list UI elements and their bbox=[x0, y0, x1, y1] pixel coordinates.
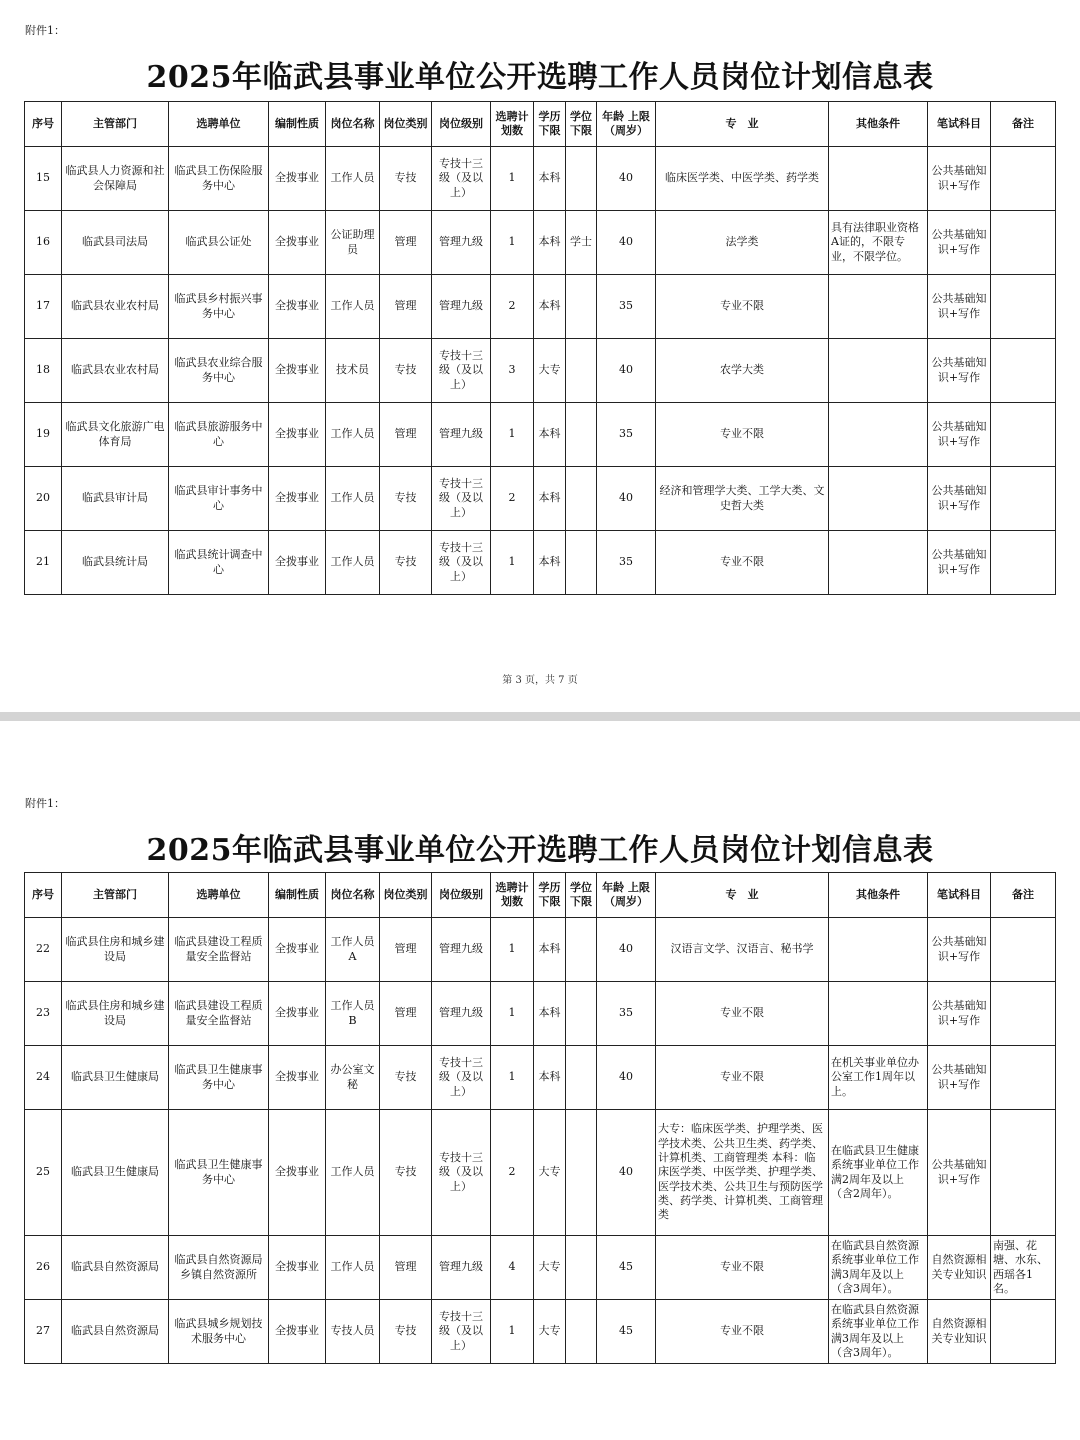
table-header bbox=[25, 102, 1056, 147]
cell-exam-subject: 公共基础知识+写作 bbox=[928, 918, 991, 982]
table-row bbox=[25, 467, 1056, 531]
header-other-conditions: 其他条件 bbox=[829, 102, 928, 147]
cell-post-level: 专技十三级（及以上） bbox=[432, 1300, 491, 1364]
table-row bbox=[25, 211, 1056, 275]
cell-age-limit: 40 bbox=[597, 467, 656, 531]
cell-exam-subject: 公共基础知识+写作 bbox=[928, 1046, 991, 1110]
cell-exam-subject: 公共基础知识+写作 bbox=[928, 275, 991, 339]
header-major: 专 业 bbox=[656, 102, 829, 147]
cell-age-limit: 40 bbox=[597, 1110, 656, 1236]
table-row bbox=[25, 339, 1056, 403]
cell-exam-subject: 公共基础知识+写作 bbox=[928, 403, 991, 467]
cell-remarks: 南强、花塘、水东、西瑶各1名。 bbox=[991, 1236, 1056, 1300]
cell-exam-subject: 公共基础知识+写作 bbox=[928, 467, 991, 531]
header-age-limit: 年龄 上限（周岁） bbox=[597, 102, 656, 147]
cell-dept: 临武县住房和城乡建设局 bbox=[62, 982, 169, 1046]
cell-major: 法学类 bbox=[656, 211, 829, 275]
cell-staffing: 全拨事业 bbox=[269, 1300, 326, 1364]
cell-exam-subject: 自然资源相关专业知识 bbox=[928, 1236, 991, 1300]
cell-post-category: 管理 bbox=[380, 211, 432, 275]
cell-seq: 22 bbox=[25, 918, 62, 982]
cell-post-name: 公证助理员 bbox=[326, 211, 380, 275]
header-remarks: 备注 bbox=[991, 102, 1056, 147]
header-other-conditions: 其他条件 bbox=[829, 873, 928, 918]
cell-remarks bbox=[991, 403, 1056, 467]
cell-seq: 27 bbox=[25, 1300, 62, 1364]
table-body bbox=[25, 918, 1056, 1364]
cell-remarks bbox=[991, 147, 1056, 211]
page-separator bbox=[0, 712, 1080, 721]
cell-quota: 1 bbox=[491, 147, 534, 211]
cell-post-category: 管理 bbox=[380, 403, 432, 467]
cell-post-name: 工作人员 bbox=[326, 467, 380, 531]
cell-major: 专业不限 bbox=[656, 531, 829, 595]
cell-post-category: 专技 bbox=[380, 531, 432, 595]
header-age-limit: 年龄 上限（周岁） bbox=[597, 873, 656, 918]
cell-education: 本科 bbox=[534, 1046, 566, 1110]
cell-education: 本科 bbox=[534, 531, 566, 595]
cell-staffing: 全拨事业 bbox=[269, 982, 326, 1046]
cell-remarks bbox=[991, 1046, 1056, 1110]
header-post-level: 岗位级别 bbox=[432, 102, 491, 147]
cell-major: 专业不限 bbox=[656, 403, 829, 467]
cell-degree: 学士 bbox=[566, 211, 597, 275]
cell-unit: 临武县卫生健康事务中心 bbox=[169, 1110, 269, 1236]
cell-exam-subject: 自然资源相关专业知识 bbox=[928, 1300, 991, 1364]
cell-post-level: 管理九级 bbox=[432, 275, 491, 339]
cell-post-level: 管理九级 bbox=[432, 403, 491, 467]
cell-unit: 临武县公证处 bbox=[169, 211, 269, 275]
cell-post-category: 专技 bbox=[380, 467, 432, 531]
cell-staffing: 全拨事业 bbox=[269, 1110, 326, 1236]
cell-post-name: 工作人员B bbox=[326, 982, 380, 1046]
header-exam-subject: 笔试科目 bbox=[928, 102, 991, 147]
header-quota: 选聘计划数 bbox=[491, 873, 534, 918]
cell-degree bbox=[566, 403, 597, 467]
header-seq: 序号 bbox=[25, 102, 62, 147]
cell-post-level: 专技十三级（及以上） bbox=[432, 339, 491, 403]
cell-dept: 临武县自然资源局 bbox=[62, 1300, 169, 1364]
cell-seq: 15 bbox=[25, 147, 62, 211]
cell-post-level: 管理九级 bbox=[432, 918, 491, 982]
page-title: 2025年临武县事业单位公开选聘工作人员岗位计划信息表 bbox=[146, 60, 934, 95]
cell-age-limit: 35 bbox=[597, 982, 656, 1046]
cell-age-limit: 40 bbox=[597, 211, 656, 275]
header-degree: 学位下限 bbox=[566, 102, 597, 147]
cell-quota: 3 bbox=[491, 339, 534, 403]
cell-unit: 临武县建设工程质量安全监督站 bbox=[169, 982, 269, 1046]
cell-dept: 临武县审计局 bbox=[62, 467, 169, 531]
cell-remarks bbox=[991, 1300, 1056, 1364]
table-row bbox=[25, 1300, 1056, 1364]
cell-unit: 临武县自然资源局乡镇自然资源所 bbox=[169, 1236, 269, 1300]
cell-major: 经济和管理学大类、工学大类、文史哲大类 bbox=[656, 467, 829, 531]
cell-education: 大专 bbox=[534, 1300, 566, 1364]
cell-post-category: 专技 bbox=[380, 1300, 432, 1364]
cell-exam-subject: 公共基础知识+写作 bbox=[928, 147, 991, 211]
table-row bbox=[25, 1110, 1056, 1236]
cell-remarks bbox=[991, 467, 1056, 531]
cell-other-conditions bbox=[829, 467, 928, 531]
cell-dept: 临武县人力资源和社会保障局 bbox=[62, 147, 169, 211]
cell-exam-subject: 公共基础知识+写作 bbox=[928, 531, 991, 595]
cell-remarks bbox=[991, 918, 1056, 982]
cell-unit: 临武县建设工程质量安全监督站 bbox=[169, 918, 269, 982]
cell-quota: 4 bbox=[491, 1236, 534, 1300]
cell-dept: 临武县统计局 bbox=[62, 531, 169, 595]
cell-dept: 临武县住房和城乡建设局 bbox=[62, 918, 169, 982]
cell-age-limit: 40 bbox=[597, 1046, 656, 1110]
cell-other-conditions: 在临武县自然资源系统事业单位工作满3周年及以上（含3周年）。 bbox=[829, 1300, 928, 1364]
cell-other-conditions: 在临武县自然资源系统事业单位工作满3周年及以上（含3周年）。 bbox=[829, 1236, 928, 1300]
cell-quota: 1 bbox=[491, 403, 534, 467]
cell-staffing: 全拨事业 bbox=[269, 211, 326, 275]
cell-degree bbox=[566, 1046, 597, 1110]
cell-unit: 临武县工伤保险服务中心 bbox=[169, 147, 269, 211]
cell-other-conditions bbox=[829, 339, 928, 403]
header-unit: 选聘单位 bbox=[169, 873, 269, 918]
cell-dept: 临武县农业农村局 bbox=[62, 339, 169, 403]
cell-post-category: 专技 bbox=[380, 1110, 432, 1236]
cell-unit: 临武县城乡规划技术服务中心 bbox=[169, 1300, 269, 1364]
cell-quota: 2 bbox=[491, 1110, 534, 1236]
cell-age-limit: 40 bbox=[597, 339, 656, 403]
cell-other-conditions bbox=[829, 982, 928, 1046]
table-row bbox=[25, 918, 1056, 982]
cell-staffing: 全拨事业 bbox=[269, 918, 326, 982]
cell-remarks bbox=[991, 339, 1056, 403]
cell-post-level: 专技十三级（及以上） bbox=[432, 147, 491, 211]
table-row bbox=[25, 147, 1056, 211]
cell-dept: 临武县文化旅游广电体育局 bbox=[62, 403, 169, 467]
cell-post-category: 管理 bbox=[380, 275, 432, 339]
cell-major: 专业不限 bbox=[656, 1300, 829, 1364]
cell-seq: 17 bbox=[25, 275, 62, 339]
cell-age-limit: 35 bbox=[597, 531, 656, 595]
cell-seq: 24 bbox=[25, 1046, 62, 1110]
cell-staffing: 全拨事业 bbox=[269, 467, 326, 531]
cell-remarks bbox=[991, 275, 1056, 339]
cell-seq: 23 bbox=[25, 982, 62, 1046]
header-seq: 序号 bbox=[25, 873, 62, 918]
header-education: 学历下限 bbox=[534, 102, 566, 147]
cell-degree bbox=[566, 147, 597, 211]
cell-seq: 16 bbox=[25, 211, 62, 275]
position-table bbox=[24, 872, 1056, 1364]
header-staffing: 编制性质 bbox=[269, 873, 326, 918]
header-dept: 主管部门 bbox=[62, 102, 169, 147]
header-staffing: 编制性质 bbox=[269, 102, 326, 147]
cell-seq: 18 bbox=[25, 339, 62, 403]
cell-post-name: 工作人员 bbox=[326, 403, 380, 467]
cell-quota: 1 bbox=[491, 531, 534, 595]
cell-exam-subject: 公共基础知识+写作 bbox=[928, 339, 991, 403]
header-post-category: 岗位类别 bbox=[380, 102, 432, 147]
cell-exam-subject: 公共基础知识+写作 bbox=[928, 982, 991, 1046]
cell-unit: 临武县农业综合服务中心 bbox=[169, 339, 269, 403]
cell-age-limit: 35 bbox=[597, 275, 656, 339]
cell-seq: 25 bbox=[25, 1110, 62, 1236]
cell-post-category: 管理 bbox=[380, 918, 432, 982]
cell-unit: 临武县审计事务中心 bbox=[169, 467, 269, 531]
cell-staffing: 全拨事业 bbox=[269, 403, 326, 467]
cell-degree bbox=[566, 467, 597, 531]
cell-post-name: 工作人员 bbox=[326, 531, 380, 595]
cell-age-limit: 40 bbox=[597, 918, 656, 982]
cell-remarks bbox=[991, 1110, 1056, 1236]
table-header bbox=[25, 873, 1056, 918]
cell-exam-subject: 公共基础知识+写作 bbox=[928, 211, 991, 275]
cell-post-category: 专技 bbox=[380, 1046, 432, 1110]
cell-remarks bbox=[991, 211, 1056, 275]
cell-education: 大专 bbox=[534, 339, 566, 403]
cell-age-limit: 35 bbox=[597, 403, 656, 467]
document-page-3 bbox=[0, 0, 1080, 712]
cell-education: 大专 bbox=[534, 1110, 566, 1236]
cell-degree bbox=[566, 275, 597, 339]
cell-post-name: 办公室文秘 bbox=[326, 1046, 380, 1110]
header-remarks: 备注 bbox=[991, 873, 1056, 918]
cell-education: 本科 bbox=[534, 467, 566, 531]
table-row bbox=[25, 531, 1056, 595]
cell-unit: 临武县统计调查中心 bbox=[169, 531, 269, 595]
cell-post-level: 专技十三级（及以上） bbox=[432, 467, 491, 531]
header-dept: 主管部门 bbox=[62, 873, 169, 918]
cell-education: 大专 bbox=[534, 1236, 566, 1300]
header-education: 学历下限 bbox=[534, 873, 566, 918]
cell-remarks bbox=[991, 982, 1056, 1046]
cell-major: 大专：临床医学类、护理学类、医学技术类、公共卫生类、药学类、计算机类、工商管理类 本科：临床医学类、中医学类、护理学类、医学技术类、公共卫生与预防医学类、药学类、计算机类、工商管理类 bbox=[656, 1110, 829, 1236]
table-body bbox=[25, 147, 1056, 595]
cell-other-conditions bbox=[829, 147, 928, 211]
header-post-level: 岗位级别 bbox=[432, 873, 491, 918]
cell-dept: 临武县农业农村局 bbox=[62, 275, 169, 339]
header-quota: 选聘计划数 bbox=[491, 102, 534, 147]
cell-post-category: 管理 bbox=[380, 982, 432, 1046]
cell-education: 本科 bbox=[534, 147, 566, 211]
header-post-name: 岗位名称 bbox=[326, 102, 380, 147]
cell-major: 专业不限 bbox=[656, 275, 829, 339]
cell-post-level: 管理九级 bbox=[432, 982, 491, 1046]
cell-education: 本科 bbox=[534, 275, 566, 339]
cell-education: 本科 bbox=[534, 403, 566, 467]
cell-other-conditions bbox=[829, 403, 928, 467]
header-post-name: 岗位名称 bbox=[326, 873, 380, 918]
table-row bbox=[25, 982, 1056, 1046]
cell-other-conditions bbox=[829, 531, 928, 595]
cell-seq: 20 bbox=[25, 467, 62, 531]
attachment-label: 附件1： bbox=[25, 797, 65, 810]
cell-seq: 19 bbox=[25, 403, 62, 467]
cell-other-conditions: 在机关事业单位办公室工作1周年以上。 bbox=[829, 1046, 928, 1110]
cell-major: 专业不限 bbox=[656, 1236, 829, 1300]
cell-age-limit: 45 bbox=[597, 1300, 656, 1364]
cell-degree bbox=[566, 339, 597, 403]
cell-staffing: 全拨事业 bbox=[269, 147, 326, 211]
cell-degree bbox=[566, 982, 597, 1046]
cell-major: 农学大类 bbox=[656, 339, 829, 403]
table-row bbox=[25, 403, 1056, 467]
cell-quota: 1 bbox=[491, 918, 534, 982]
cell-major: 专业不限 bbox=[656, 982, 829, 1046]
cell-age-limit: 45 bbox=[597, 1236, 656, 1300]
cell-unit: 临武县卫生健康事务中心 bbox=[169, 1046, 269, 1110]
header-post-category: 岗位类别 bbox=[380, 873, 432, 918]
header-major: 专 业 bbox=[656, 873, 829, 918]
cell-other-conditions: 在临武县卫生健康系统事业单位工作满2周年及以上（含2周年）。 bbox=[829, 1110, 928, 1236]
header-degree: 学位下限 bbox=[566, 873, 597, 918]
cell-quota: 1 bbox=[491, 1046, 534, 1110]
cell-post-name: 工作人员 bbox=[326, 1110, 380, 1236]
cell-quota: 1 bbox=[491, 1300, 534, 1364]
cell-staffing: 全拨事业 bbox=[269, 339, 326, 403]
cell-dept: 临武县卫生健康局 bbox=[62, 1110, 169, 1236]
table-row bbox=[25, 1046, 1056, 1110]
cell-remarks bbox=[991, 531, 1056, 595]
cell-other-conditions: 具有法律职业资格A证的，不限专业，不限学位。 bbox=[829, 211, 928, 275]
attachment-label: 附件1： bbox=[25, 24, 65, 37]
cell-quota: 2 bbox=[491, 467, 534, 531]
cell-degree bbox=[566, 1110, 597, 1236]
cell-seq: 21 bbox=[25, 531, 62, 595]
cell-unit: 临武县乡村振兴事务中心 bbox=[169, 275, 269, 339]
cell-post-name: 专技人员 bbox=[326, 1300, 380, 1364]
cell-unit: 临武县旅游服务中心 bbox=[169, 403, 269, 467]
cell-degree bbox=[566, 918, 597, 982]
cell-dept: 临武县自然资源局 bbox=[62, 1236, 169, 1300]
cell-staffing: 全拨事业 bbox=[269, 275, 326, 339]
cell-post-name: 工作人员 bbox=[326, 1236, 380, 1300]
page-title: 2025年临武县事业单位公开选聘工作人员岗位计划信息表 bbox=[146, 833, 934, 868]
header-exam-subject: 笔试科目 bbox=[928, 873, 991, 918]
cell-post-level: 管理九级 bbox=[432, 1236, 491, 1300]
cell-degree bbox=[566, 1300, 597, 1364]
position-table bbox=[24, 101, 1056, 595]
cell-staffing: 全拨事业 bbox=[269, 531, 326, 595]
cell-exam-subject: 公共基础知识+写作 bbox=[928, 1110, 991, 1236]
cell-post-level: 专技十三级（及以上） bbox=[432, 1110, 491, 1236]
cell-post-name: 工作人员A bbox=[326, 918, 380, 982]
cell-education: 本科 bbox=[534, 918, 566, 982]
document-page-4 bbox=[0, 721, 1080, 1440]
table-row bbox=[25, 1236, 1056, 1300]
cell-post-level: 专技十三级（及以上） bbox=[432, 531, 491, 595]
cell-post-name: 工作人员 bbox=[326, 147, 380, 211]
cell-seq: 26 bbox=[25, 1236, 62, 1300]
page-footer: 第 3 页，共 7 页 bbox=[502, 675, 578, 686]
cell-post-level: 专技十三级（及以上） bbox=[432, 1046, 491, 1110]
cell-education: 本科 bbox=[534, 982, 566, 1046]
cell-quota: 1 bbox=[491, 982, 534, 1046]
cell-major: 专业不限 bbox=[656, 1046, 829, 1110]
cell-degree bbox=[566, 1236, 597, 1300]
cell-dept: 临武县司法局 bbox=[62, 211, 169, 275]
cell-quota: 2 bbox=[491, 275, 534, 339]
cell-other-conditions bbox=[829, 918, 928, 982]
cell-major: 汉语言文学、汉语言、秘书学 bbox=[656, 918, 829, 982]
cell-staffing: 全拨事业 bbox=[269, 1046, 326, 1110]
cell-major: 临床医学类、中医学类、药学类 bbox=[656, 147, 829, 211]
cell-post-category: 专技 bbox=[380, 339, 432, 403]
cell-staffing: 全拨事业 bbox=[269, 1236, 326, 1300]
cell-post-category: 专技 bbox=[380, 147, 432, 211]
cell-degree bbox=[566, 531, 597, 595]
cell-other-conditions bbox=[829, 275, 928, 339]
table-row bbox=[25, 275, 1056, 339]
cell-age-limit: 40 bbox=[597, 147, 656, 211]
cell-post-level: 管理九级 bbox=[432, 211, 491, 275]
header-unit: 选聘单位 bbox=[169, 102, 269, 147]
cell-post-name: 技术员 bbox=[326, 339, 380, 403]
cell-dept: 临武县卫生健康局 bbox=[62, 1046, 169, 1110]
cell-quota: 1 bbox=[491, 211, 534, 275]
cell-education: 本科 bbox=[534, 211, 566, 275]
cell-post-name: 工作人员 bbox=[326, 275, 380, 339]
cell-post-category: 管理 bbox=[380, 1236, 432, 1300]
